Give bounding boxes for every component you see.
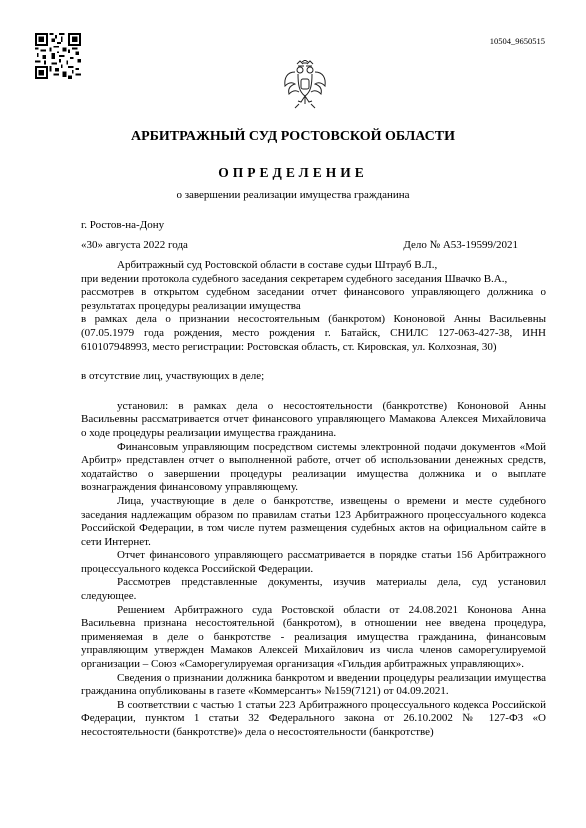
document-date: «30» августа 2022 года — [81, 239, 188, 251]
paragraph: установил: в рамках дела о несостоятельности (банкротстве) Кононовой Анны Васильевны рассматривается отчет финансового управляющего Мамакова Алексея Михайловича о ходе процедуры реализации имущества гражданина. — [81, 399, 546, 439]
document-body — [81, 259, 546, 740]
document-type-title: ОПРЕДЕЛЕНИЕ — [218, 165, 368, 180]
case-number: Дело № А53-19599/2021 — [403, 239, 518, 251]
court-name: АРБИТРАЖНЫЙ СУД РОСТОВСКОЙ ОБЛАСТИ — [131, 129, 455, 144]
paragraph: Сведения о признании должника банкротом и введении процедуры реализации имущества гражданина опубликованы в газете «Коммерсантъ» №159(7121) от 04.09.2021. — [81, 671, 546, 698]
city: г. Ростов-на-Дону — [81, 219, 165, 231]
paragraph: Рассмотрев представленные документы, изучив материалы дела, суд установил следующее. — [81, 576, 546, 603]
paragraph: В соответствии с частью 1 статьи 223 Арбитражного процессуального кодекса Российской Федерации, пунктом 1 статьи 32 Федерального закона от 26.10.2002 № 127-ФЗ «О несостоятельности (банкротстве)» дела о несостоятельности (банкротстве) — [81, 698, 546, 738]
paragraph: в отсутствие лиц, участвующих в деле; — [81, 370, 265, 383]
paragraph: Отчет финансового управляющего рассматривается в порядке статьи 156 Арбитражного процессуального кодекса Российской Федерации. — [81, 549, 546, 575]
qr-code — [35, 33, 81, 79]
paragraph: Финансовым управляющим посредством системы электронной подачи документов «Мой Арбитр» представлен отчет о выполненной работе, отчет об использовании денежных средств, ходатайство о завершении процедуры реализации имущества должника и о выплате вознаграждения финансовому управляющему. — [81, 440, 546, 494]
paragraph: при ведении протокола судебного заседания секретарем судебного заседания Швачко В.А., — [81, 272, 508, 285]
paragraph: в рамках дела о признании несостоятельным (банкротом) Кононовой Анны Васильевны (07.05.1979 года рождения, место рождения г. Батайск, СНИЛС 127-063-427-38, ИНН 610107948993, место регистрации: Ростовская область, ст. Кировская, ул. Колхозная, 30) — [81, 313, 546, 353]
document-id: 10504_9650515 — [489, 36, 545, 46]
paragraph: Решением Арбитражного суда Ростовской области от 24.08.2021 Кононова Анна Васильевна признана несостоятельной (банкротом), в отношении нее введена процедура, применяемая в деле о банкротстве - реализация имущества гражданина, финансовым управляющим утвержден Мамаков Алексей Михайлович из числа членов саморегулируемой организации – Союз «Саморегулируемая организация «Гильдия арбитражных управляющих». — [81, 603, 546, 671]
coat-of-arms-icon — [283, 60, 327, 110]
paragraph: Лица, участвующие в деле о банкротстве, извещены о времени и месте судебного заседания надлежащим образом по правилам статьи 123 Арбитражного процессуального кодекса Российской Федерации, в том числе путем размещения судебных актов на официальном сайте в сети Интернет. — [81, 494, 546, 548]
paragraph: Арбитражный суд Ростовской области в составе судьи Штрауб В.Л., — [117, 259, 438, 271]
document-subject: о завершении реализации имущества гражданина — [176, 189, 410, 201]
paragraph: рассмотрев в открытом судебном заседании отчет финансового управляющего должника о результатах процедуры реализации имущества — [81, 286, 546, 312]
